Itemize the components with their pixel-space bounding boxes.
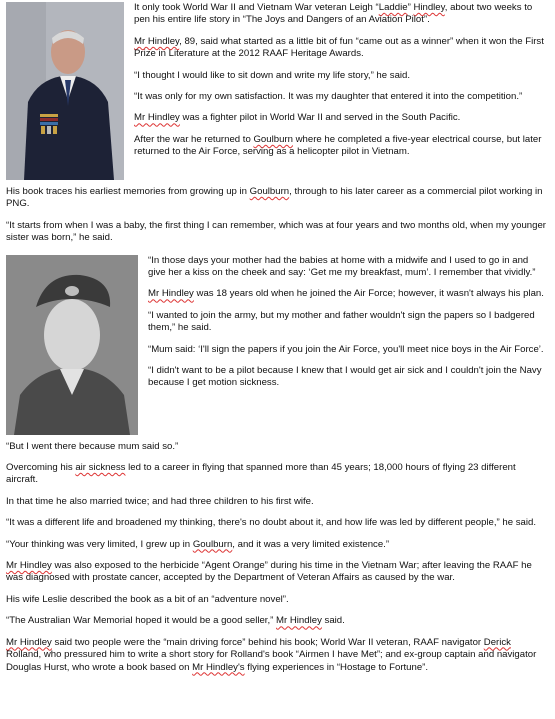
paragraph-6: After the war he returned to Goulburn where he completed a five-year electrical course, but later returned to the Air Force, serving as a helicopter pilot in Vietnam.	[134, 133, 542, 158]
paragraph-18: “Your thinking was very limited, I grew up in Goulburn, and it was a very limited existence.”	[6, 538, 390, 550]
paragraph-13: “I didn't want to be a pilot because I knew that I would get air sick and I couldn't join the Navy because I get motion sickness.	[148, 365, 542, 389]
paragraph-10: Mr Hindley was 18 years old when he joined the Air Force; however, it wasn't always his plan.	[148, 288, 544, 300]
paragraph-16: In that time he also married twice; and had three children to his first wife.	[6, 495, 314, 507]
paragraph-15: Overcoming his air sickness led to a career in flying that spanned more than 45 years; 18,000 hours of flying 23 different aircraft.	[6, 462, 516, 486]
paragraph-20: His wife Leslie described the book as a bit of an “adventure novel”.	[6, 593, 289, 605]
paragraph-5: Mr Hindley was a fighter pilot in World War II and served in the South Pacific.	[134, 112, 461, 124]
paragraph-22: Mr Hindley said two people were the “main driving force” behind his book; World War II veteran, RAAF navigator Derick Rolland, who pressured him to write a short story for Rolland's book “Airmen I have Met”; and ex-group captain and navigator Douglas Hurst, who wrote a book based on Mr Hindley's flying experiences in “Hostage to Fortune”.	[6, 636, 537, 673]
paragraph-21: “The Australian War Memorial hoped it would be a good seller,” Mr Hindley said.	[6, 615, 345, 627]
veteran-portrait-illustration	[6, 2, 124, 180]
paragraph-11: “I wanted to join the army, but my mother and father wouldn't sign the papers so I badgered them,” he said.	[148, 309, 535, 334]
young-pilot-photo	[6, 255, 138, 435]
paragraph-8: “It starts from when I was a baby, the first thing I can remember, which was at four years and two months old, when my younger sister was born,” he said.	[6, 219, 546, 244]
paragraph-1: It only took World War II and Vietnam War veteran Leigh “Laddie” Hindley, about two weeks to pen his entire life story in “The Joys and Dangers of an Aviation Pilot”.	[134, 2, 533, 26]
paragraph-17: “It was a different life and broadened my thinking, there's no doubt about it, and how life was led by different people,” he said.	[6, 517, 536, 529]
paragraph-4: “It was only for my own satisfaction. It was my daughter that entered it into the competition.”	[134, 91, 523, 103]
veteran-portrait-photo	[6, 2, 124, 180]
paragraph-12: “Mum said: ‘I'll sign the papers if you join the Air Force, you'll meet nice boys in the Air Force’.	[148, 343, 544, 355]
paragraph-2: Mr Hindley, 89, said what started as a little bit of fun “came out as a winner” when it won the First Prize in Literature at the 2012 RAAF Heritage Awards.	[134, 35, 544, 60]
paragraph-7: His book traces his earliest memories from growing up in Goulburn, through to his later career as a commercial pilot working in PNG.	[6, 186, 543, 210]
paragraph-19: Mr Hindley was also exposed to the herbicide “Agent Orange” during his time in the Vietnam War; after leaving the RAAF he was diagnosed with prostate cancer, accepted by the Department of Veteran Affairs as caused by the war.	[6, 560, 532, 584]
young-pilot-illustration	[6, 255, 138, 435]
paragraph-3: “I thought I would like to sit down and write my life story,” he said.	[134, 69, 411, 81]
paragraph-9: “In those days your mother had the babies at home with a midwife and I used to go in and give her a kiss on the cheek and say: ‘Get me my breakfast, mum’. I remember that vividly.”	[148, 254, 536, 279]
paragraph-14: “But I went there because mum said so.”	[6, 440, 179, 452]
